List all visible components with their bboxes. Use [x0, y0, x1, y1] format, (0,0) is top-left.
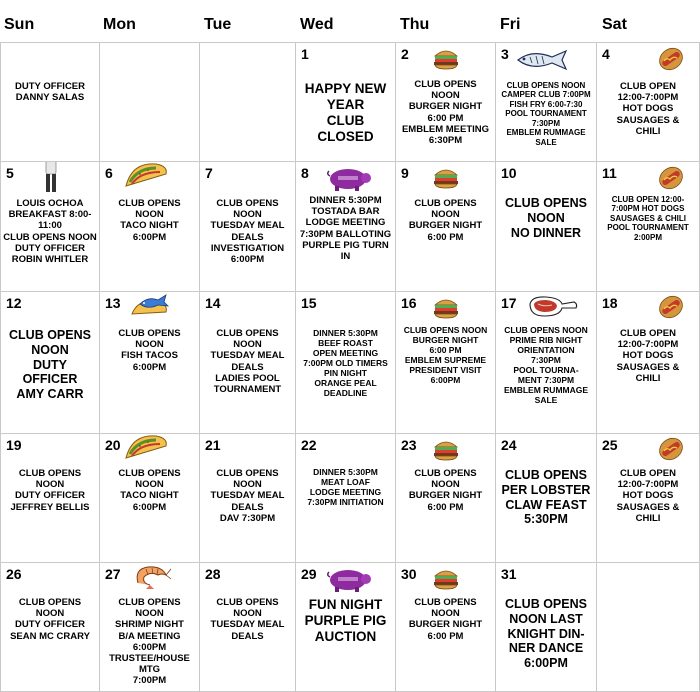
day-number: 11: [602, 165, 617, 181]
calendar-grid: [0, 42, 700, 692]
day-number: 16: [401, 295, 417, 311]
day-number: 25: [602, 437, 618, 453]
day-cell[interactable]: [495, 433, 597, 563]
day-cell[interactable]: [596, 42, 700, 162]
day-cell[interactable]: [0, 42, 100, 162]
day-events: CLUB OPENS NOON TUESDAY MEAL DEALS DAV 7:30PM: [210, 468, 285, 524]
day-events: CLUB OPENS NOON BURGER NIGHT 6:00 PM: [408, 198, 483, 243]
day-cell[interactable]: [596, 562, 700, 692]
weekday-thu: Thu: [400, 16, 430, 33]
day-events: CLUB OPENS NOON BURGER NIGHT 6:00 PM: [408, 597, 483, 642]
day-number: 12: [6, 295, 22, 311]
day-cell[interactable]: [495, 161, 597, 292]
weekday-sun: Sun: [4, 16, 35, 33]
taco-icon: [122, 433, 170, 462]
day-number: 20: [105, 437, 121, 453]
day-number: 6: [105, 165, 113, 181]
day-events: CLUB OPEN 12:00-7:00PM HOT DOGS SAUSAGES & CHILI: [616, 328, 680, 384]
day-cell[interactable]: [495, 562, 597, 692]
day-number: 14: [205, 295, 221, 311]
weekday-sat: Sat: [602, 16, 627, 33]
day-number: 2: [401, 46, 409, 62]
day-cell[interactable]: [395, 161, 496, 292]
day-events: CLUB OPENS NOON BURGER NIGHT 6:00 PM EMBLEM SUPREME PRESIDENT VISIT 6:00PM: [403, 325, 488, 386]
day-events: CLUB OPENS PER LOBSTER CLAW FEAST 5:30PM: [501, 468, 591, 527]
day-number: 15: [301, 295, 317, 311]
day-cell[interactable]: [295, 161, 396, 292]
day-number: 3: [501, 46, 509, 62]
day-events: CLUB OPEN 12:00-7:00PM HOT DOGS SAUSAGES & CHILI: [616, 468, 680, 524]
fish-icon: [514, 49, 570, 71]
day-number: 28: [205, 566, 221, 582]
weekday-tue: Tue: [204, 16, 232, 33]
day-events: CLUB OPEN 12:00-7:00PM HOT DOGS SAUSAGES & CHILI: [616, 81, 680, 137]
day-cell[interactable]: [0, 562, 100, 692]
day-number: 29: [301, 566, 317, 582]
day-events: CLUB OPENS NOON TUESDAY MEAL DEALS: [210, 597, 285, 642]
taco-icon: [122, 161, 170, 190]
weekday-wed: Wed: [300, 16, 334, 33]
day-cell[interactable]: [295, 433, 396, 563]
day-events: CLUB OPENS NOON BURGER NIGHT 6:00 PM EMBLEM MEETING 6:30PM: [401, 79, 490, 147]
day-events: CLUB OPENS NOON BURGER NIGHT 6:00 PM: [408, 468, 483, 513]
day-events: DINNER 5:30PM BEEF ROAST OPEN MEETING 7:00PM OLD TIMERS PIN NIGHT ORANGE PEAL DEADLINE: [303, 328, 388, 399]
day-events: CLUB OPENS NOON DUTY OFFICER SEAN MC CRARY: [10, 597, 90, 642]
steak-icon: [526, 294, 578, 320]
day-events: CLUB OPENS NOON SHRIMP NIGHT B/A MEETING 6:00PM TRUSTEE/HOUSE MTG 7:00PM: [109, 597, 190, 687]
day-cell[interactable]: [199, 291, 296, 434]
burger-icon: [432, 46, 460, 70]
day-cell[interactable]: [395, 433, 496, 563]
day-events: CLUB OPENS NOON DUTY OFFICER JEFFREY BELLIS: [10, 468, 90, 513]
weekday-fri: Fri: [500, 16, 521, 33]
hotdog-icon: [657, 47, 685, 71]
purple-pig-icon: [326, 166, 372, 192]
day-number: 27: [105, 566, 121, 582]
day-events: CLUB OPENS NOON TUESDAY MEAL DEALS INVESTIGATION 6:00PM: [210, 198, 285, 266]
day-number: 18: [602, 295, 618, 311]
burger-icon: [432, 566, 460, 590]
day-cell[interactable]: [395, 42, 496, 162]
day-cell[interactable]: [99, 161, 200, 292]
day-cell[interactable]: [295, 291, 396, 434]
day-number: 10: [501, 165, 517, 181]
day-events: CLUB OPENS NOON NO DINNER: [505, 196, 587, 240]
day-cell[interactable]: [596, 291, 700, 434]
day-number: 1: [301, 46, 309, 62]
weekday-mon: Mon: [103, 16, 136, 33]
day-cell[interactable]: [99, 562, 200, 692]
fish-icon: [130, 294, 170, 322]
day-cell[interactable]: [199, 161, 296, 292]
day-events: CLUB OPENS NOON DUTY OFFICER AMY CARR: [9, 328, 91, 401]
day-cell[interactable]: [199, 433, 296, 563]
purple-pig-icon: [326, 567, 372, 593]
day-number: 21: [205, 437, 221, 453]
burger-icon: [432, 165, 460, 189]
hotdog-icon: [657, 295, 685, 319]
day-events: LOUIS OCHOA BREAKFAST 8:00- 11:00 CLUB OPENS NOON DUTY OFFICER ROBIN WHITLER: [3, 198, 97, 266]
day-events: DUTY OFFICER DANNY SALAS: [14, 81, 86, 104]
day-number: 9: [401, 165, 409, 181]
day-cell[interactable]: [0, 433, 100, 563]
day-number: 8: [301, 165, 309, 181]
day-number: 31: [501, 566, 517, 582]
burger-icon: [432, 437, 460, 461]
day-number: 30: [401, 566, 417, 582]
day-events: CLUB OPENS NOON CAMPER CLUB 7:00PM FISH FRY 6:00-7:30 POOL TOURNAMENT 7:30PM EMBLEM RUMMAGE SALE: [501, 81, 591, 147]
day-cell[interactable]: [596, 433, 700, 563]
day-cell[interactable]: [99, 42, 200, 162]
day-events: CLUB OPENS NOON PRIME RIB NIGHT ORIENTATION 7:30PM POOL TOURNA- MENT 7:30PM EMBLEM RUMMAGE SALE: [503, 325, 589, 406]
day-cell[interactable]: [495, 291, 597, 434]
day-events: FUN NIGHT PURPLE PIG AUCTION: [304, 597, 387, 644]
day-events: CLUB OPENS NOON TUESDAY MEAL DEALS LADIES POOL TOURNAMENT: [210, 328, 285, 396]
weekday-header: [0, 0, 700, 42]
day-cell[interactable]: [99, 291, 200, 434]
day-cell[interactable]: [596, 161, 700, 292]
day-events: DINNER 5:30PM TOSTADA BAR LODGE MEETING 7:30PM BALLOTING PURPLE PIG TURN IN: [299, 195, 392, 263]
day-cell[interactable]: [0, 161, 100, 292]
day-number: 19: [6, 437, 22, 453]
day-events: HAPPY NEW YEAR CLUB CLOSED: [304, 81, 387, 144]
day-events: DINNER 5:30PM MEAT LOAF LODGE MEETING 7:30PM INITIATION: [307, 467, 384, 508]
day-cell[interactable]: [395, 562, 496, 692]
day-number: 22: [301, 437, 317, 453]
day-cell[interactable]: [0, 291, 100, 434]
burger-icon: [432, 295, 460, 319]
day-events: CLUB OPENS NOON TACO NIGHT 6:00PM: [118, 198, 181, 243]
day-cell[interactable]: [295, 42, 396, 162]
day-events: CLUB OPENS NOON FISH TACOS 6:00PM: [118, 328, 181, 373]
hotdog-icon: [657, 166, 685, 190]
day-cell[interactable]: [395, 291, 496, 434]
day-cell[interactable]: [199, 42, 296, 162]
day-number: 4: [602, 46, 610, 62]
day-number: 13: [105, 295, 121, 311]
shrimp-icon: [132, 563, 172, 591]
day-events: CLUB OPENS NOON TACO NIGHT 6:00PM: [118, 468, 181, 513]
day-events: CLUB OPENS NOON LAST KNIGHT DIN- NER DANCE 6:00PM: [505, 597, 587, 670]
day-number: 7: [205, 165, 213, 181]
person-icon: [41, 161, 61, 196]
day-cell[interactable]: [199, 562, 296, 692]
day-cell[interactable]: [295, 562, 396, 692]
day-number: 26: [6, 566, 22, 582]
day-events: CLUB OPEN 12:00- 7:00PM HOT DOGS SAUSAGES & CHILI POOL TOURNAMENT 2:00PM: [607, 195, 689, 242]
day-cell[interactable]: [99, 433, 200, 563]
day-number: 24: [501, 437, 517, 453]
day-number: 5: [6, 165, 14, 181]
day-cell[interactable]: [495, 42, 597, 162]
day-number: 17: [501, 295, 517, 311]
hotdog-icon: [657, 437, 685, 461]
day-number: 23: [401, 437, 417, 453]
